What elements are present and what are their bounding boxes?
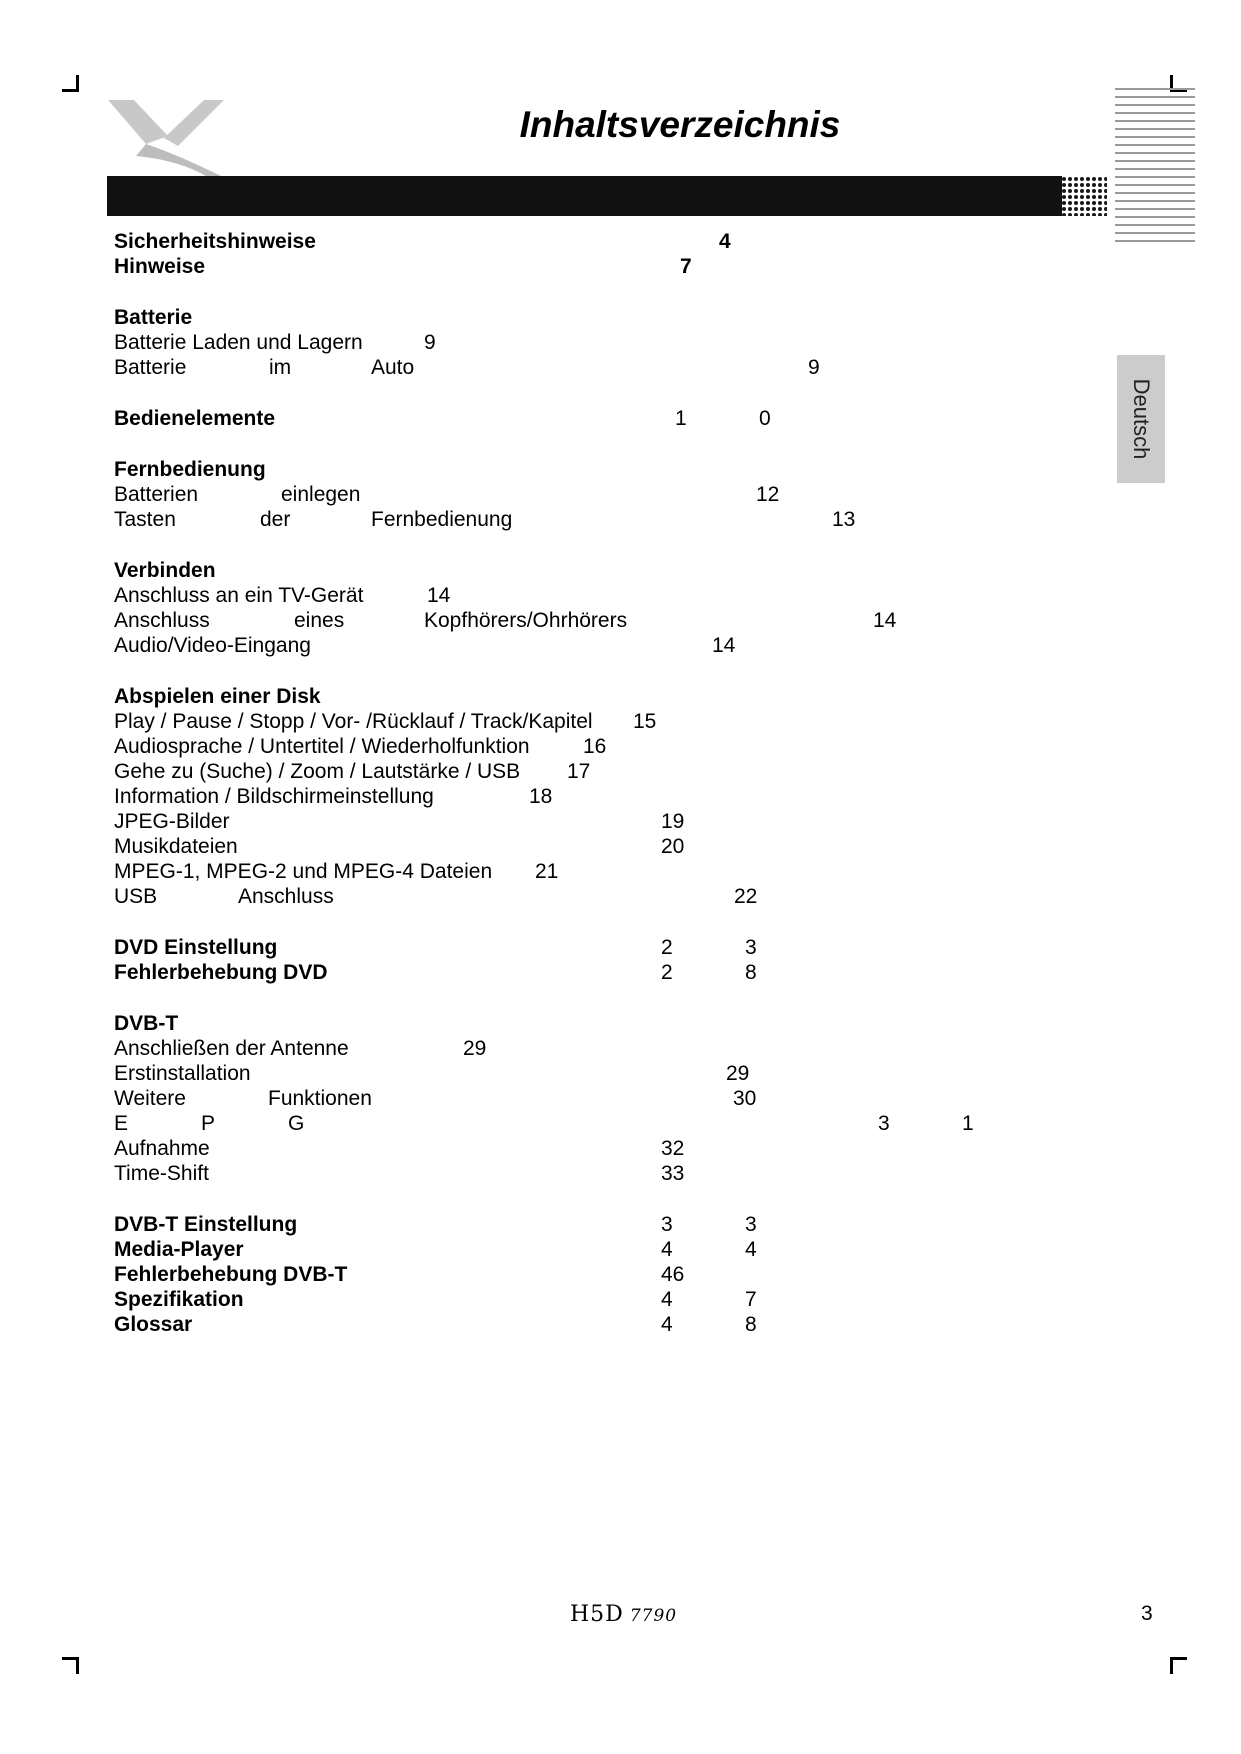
toc-page: 13 bbox=[832, 508, 856, 531]
toc-page: 14 bbox=[427, 584, 451, 607]
toc-page: 2 bbox=[661, 936, 673, 959]
x-brand-logo bbox=[106, 98, 226, 178]
toc-page: 15 bbox=[633, 710, 657, 733]
toc-entry bbox=[114, 1086, 1014, 1111]
toc-entry bbox=[114, 1136, 1014, 1161]
toc-entry bbox=[114, 1061, 1014, 1086]
toc-label: Fehlerbehebung DVD bbox=[114, 961, 328, 984]
toc-entry bbox=[114, 507, 1014, 532]
model-code: H5D bbox=[570, 1602, 624, 1627]
toc-section-heading bbox=[114, 305, 1014, 330]
toc-entry bbox=[114, 1036, 1014, 1061]
toc-page: 4 bbox=[661, 1238, 673, 1261]
toc-label: USB bbox=[114, 885, 158, 908]
toc-entry bbox=[114, 1262, 1014, 1287]
toc-label: Fehlerbehebung DVB-T bbox=[114, 1263, 348, 1286]
toc-entry bbox=[114, 759, 1014, 784]
toc-label-word: der bbox=[260, 508, 291, 531]
toc-entry bbox=[114, 1287, 1014, 1312]
toc-label: Anschließen der Antenne bbox=[114, 1037, 349, 1060]
toc-label-word: Funktionen bbox=[268, 1087, 372, 1110]
toc-label: Abspielen einer Disk bbox=[114, 685, 321, 708]
toc-label: Anschluss bbox=[114, 609, 210, 632]
toc-label-word: Kopfhörers/Ohrhörers bbox=[424, 609, 628, 632]
toc-entry bbox=[114, 935, 1014, 960]
toc-page: 30 bbox=[733, 1087, 757, 1110]
crop-mark-bottom-right bbox=[1170, 1657, 1187, 1674]
toc-entry bbox=[114, 608, 1014, 633]
toc-page: 12 bbox=[756, 483, 780, 506]
toc-entry bbox=[114, 254, 1014, 279]
toc-label: Gehe zu (Suche) / Zoom / Lautstärke / USB bbox=[114, 760, 521, 783]
toc-label: Musikdateien bbox=[114, 835, 238, 858]
toc-entry bbox=[114, 633, 1014, 658]
toc-entry bbox=[114, 1111, 1014, 1136]
toc-label: Time-Shift bbox=[114, 1162, 209, 1185]
language-tab bbox=[1117, 355, 1165, 483]
toc-label: Media-Player bbox=[114, 1238, 244, 1261]
crop-mark-bottom-left bbox=[62, 1657, 79, 1674]
toc-label: Fernbedienung bbox=[114, 458, 266, 481]
toc-page: 9 bbox=[808, 356, 820, 379]
toc-label: Sicherheitshinweise bbox=[114, 230, 316, 253]
toc-section-heading bbox=[114, 1011, 1014, 1036]
toc-entry bbox=[114, 960, 1014, 985]
toc-page: 3 bbox=[878, 1112, 890, 1135]
toc-page: 7 bbox=[680, 255, 692, 278]
toc-page: 14 bbox=[873, 609, 897, 632]
toc-entry bbox=[114, 1237, 1014, 1262]
toc-entry bbox=[114, 834, 1014, 859]
page-title: Inhaltsverzeichnis bbox=[519, 104, 841, 145]
toc-label: Glossar bbox=[114, 1313, 193, 1336]
toc-label: Aufnahme bbox=[114, 1137, 210, 1160]
toc-page: 22 bbox=[734, 885, 758, 908]
toc-label: E bbox=[114, 1112, 129, 1135]
toc-page: 3 bbox=[661, 1213, 673, 1236]
toc-page: 8 bbox=[745, 961, 757, 984]
toc-page: 14 bbox=[712, 634, 736, 657]
toc-label-word: im bbox=[269, 356, 292, 379]
toc-label: Audiosprache / Untertitel / Wiederholfunktion bbox=[114, 735, 530, 758]
toc-entry bbox=[114, 1312, 1014, 1337]
toc-entry bbox=[114, 355, 1014, 380]
toc-label: Play / Pause / Stopp / Vor- /Rücklauf / Track/Kapitel bbox=[114, 710, 593, 733]
toc-entry bbox=[114, 859, 1014, 884]
footer-model-name bbox=[570, 1602, 677, 1627]
toc-page: 4 bbox=[719, 230, 731, 253]
toc-label: MPEG-1, MPEG-2 und MPEG-4 Dateien bbox=[114, 860, 493, 883]
toc-section-heading bbox=[114, 457, 1014, 482]
toc-label: Spezifikation bbox=[114, 1288, 244, 1311]
toc-page: 33 bbox=[661, 1162, 685, 1185]
toc-label-word: Fernbedienung bbox=[371, 508, 513, 531]
toc-page: 20 bbox=[661, 835, 685, 858]
toc-page: 4 bbox=[661, 1288, 673, 1311]
model-number: 7790 bbox=[629, 1606, 678, 1626]
toc-label: Batterie bbox=[114, 306, 193, 329]
toc-label: Batterie bbox=[114, 356, 187, 379]
toc-page: 2 bbox=[661, 961, 673, 984]
toc-label: Batterien bbox=[114, 483, 199, 506]
toc-label-word: G bbox=[288, 1112, 305, 1135]
toc-page: 29 bbox=[463, 1037, 487, 1060]
toc-label: Tasten bbox=[114, 508, 176, 531]
crop-mark-top-left bbox=[62, 75, 79, 92]
toc-page: 3 bbox=[745, 1213, 757, 1236]
toc-entry bbox=[114, 406, 1014, 431]
toc-label: Weitere bbox=[114, 1087, 186, 1110]
edge-stripes bbox=[1115, 88, 1195, 248]
toc-label: Anschluss an ein TV-Gerät bbox=[114, 584, 364, 607]
toc-page: 0 bbox=[759, 407, 771, 430]
toc-page: 8 bbox=[745, 1313, 757, 1336]
toc-label-word: Anschluss bbox=[238, 885, 334, 908]
toc-section-heading bbox=[114, 684, 1014, 709]
toc-page: 46 bbox=[661, 1263, 685, 1286]
toc-page: 17 bbox=[567, 760, 591, 783]
toc-page: 3 bbox=[745, 936, 757, 959]
toc-page: 9 bbox=[424, 331, 436, 354]
table-of-contents bbox=[114, 229, 1014, 1337]
toc-section-heading bbox=[114, 558, 1014, 583]
toc-label: DVB-T Einstellung bbox=[114, 1213, 298, 1236]
toc-label: Erstinstallation bbox=[114, 1062, 251, 1085]
toc-entry bbox=[114, 1161, 1014, 1186]
toc-entry bbox=[114, 482, 1014, 507]
toc-page: 4 bbox=[661, 1313, 673, 1336]
toc-page: 29 bbox=[726, 1062, 750, 1085]
toc-page: 4 bbox=[745, 1238, 757, 1261]
toc-label: Bedienelemente bbox=[114, 407, 276, 430]
toc-page: 18 bbox=[529, 785, 553, 808]
toc-label: DVB-T bbox=[114, 1012, 179, 1035]
toc-page: 1 bbox=[675, 407, 687, 430]
language-tab-label: Deutsch bbox=[1129, 378, 1154, 460]
toc-label-word: P bbox=[201, 1112, 216, 1135]
toc-label-word: Auto bbox=[371, 356, 415, 379]
toc-page: 19 bbox=[661, 810, 685, 833]
toc-entry bbox=[114, 884, 1014, 909]
toc-entry bbox=[114, 229, 1014, 254]
page-number: 3 bbox=[1141, 1602, 1153, 1625]
toc-page: 7 bbox=[745, 1288, 757, 1311]
toc-label-word: einlegen bbox=[281, 483, 361, 506]
toc-page: 1 bbox=[962, 1112, 974, 1135]
toc-label: Audio/Video-Eingang bbox=[114, 634, 311, 657]
toc-entry bbox=[114, 330, 1014, 355]
toc-label: Batterie Laden und Lagern bbox=[114, 331, 363, 354]
toc-label-word: eines bbox=[294, 609, 345, 632]
toc-page: 16 bbox=[583, 735, 607, 758]
toc-label: JPEG-Bilder bbox=[114, 810, 230, 833]
header-bar bbox=[107, 176, 1107, 216]
toc-entry bbox=[114, 709, 1014, 734]
toc-label: DVD Einstellung bbox=[114, 936, 278, 959]
toc-label: Verbinden bbox=[114, 559, 216, 582]
toc-page: 21 bbox=[535, 860, 559, 883]
toc-page: 32 bbox=[661, 1137, 685, 1160]
toc-entry bbox=[114, 784, 1014, 809]
toc-entry bbox=[114, 583, 1014, 608]
toc-label: Hinweise bbox=[114, 255, 206, 278]
toc-label: Information / Bildschirmeinstellung bbox=[114, 785, 434, 808]
toc-entry bbox=[114, 1212, 1014, 1237]
toc-entry bbox=[114, 734, 1014, 759]
toc-entry bbox=[114, 809, 1014, 834]
